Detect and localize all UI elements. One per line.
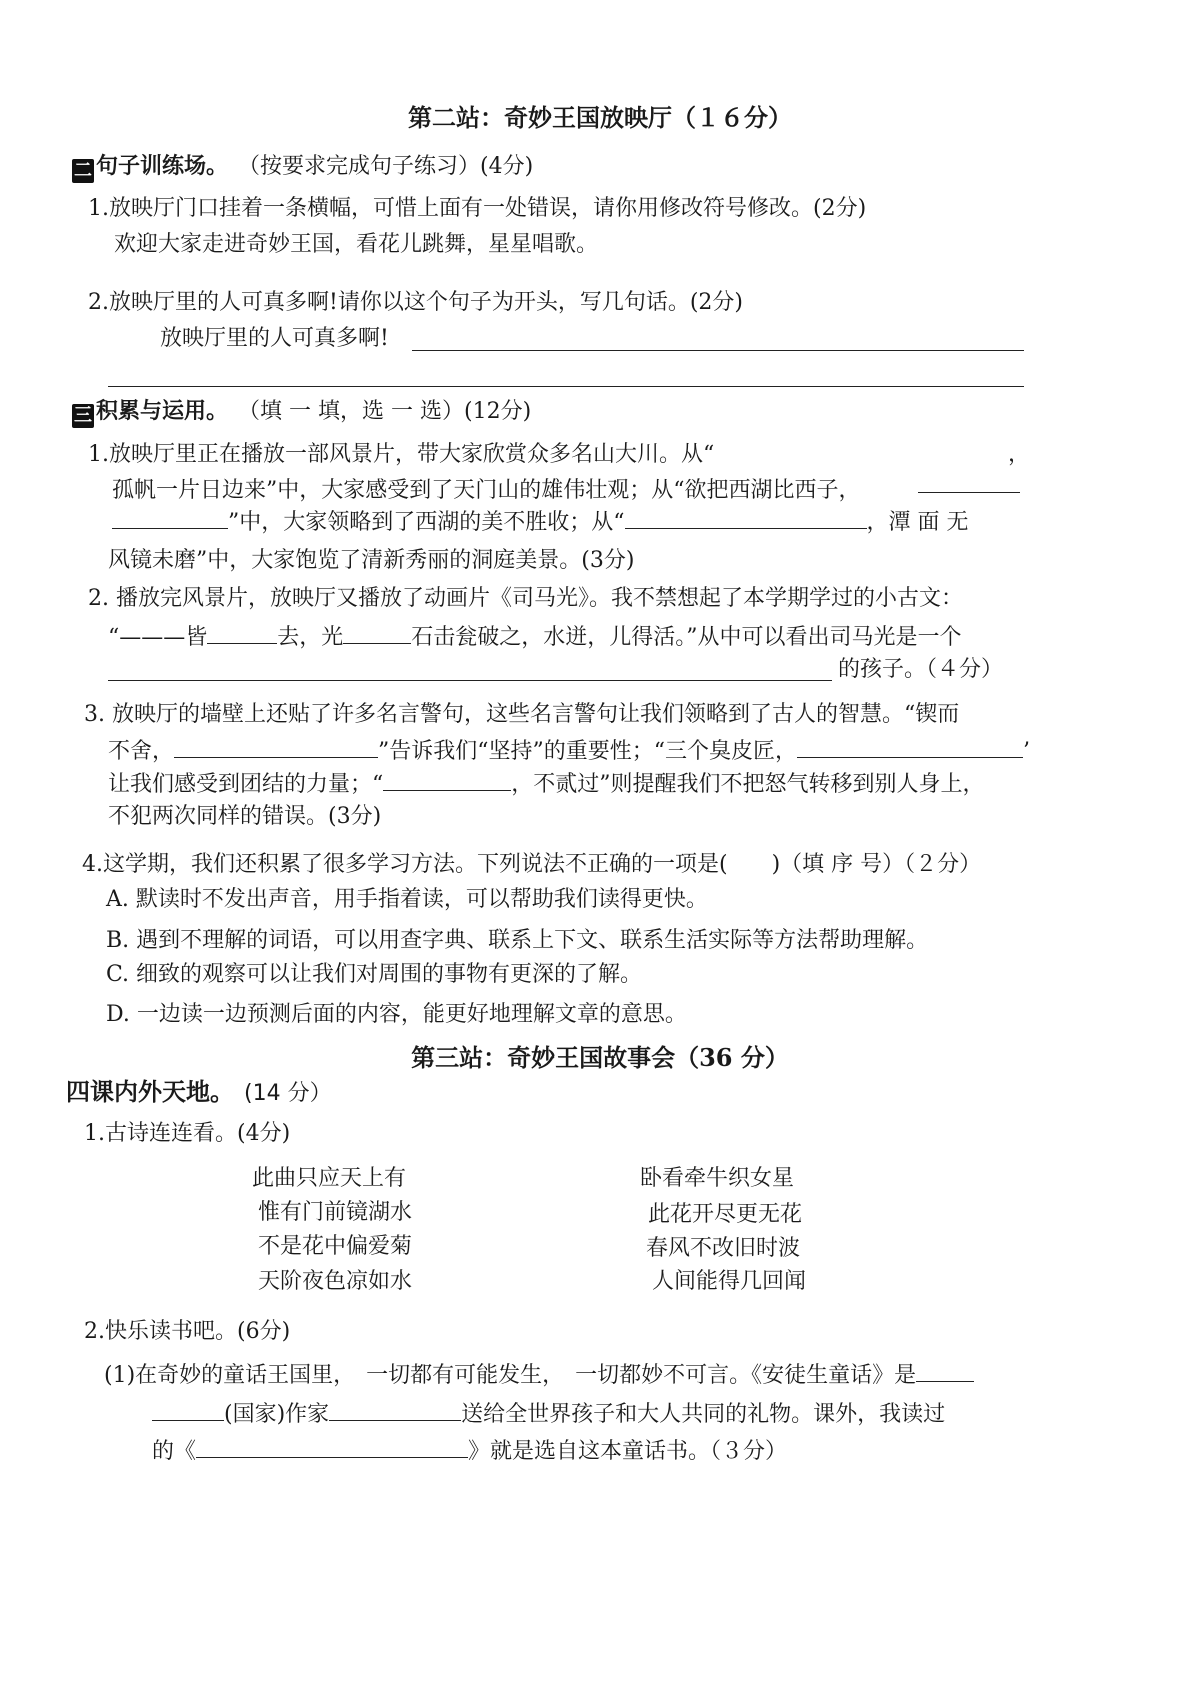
- s3-q3-text-b2: ”告诉我们“坚持”的重要性；“三个臭皮匠，: [378, 739, 798, 764]
- poem-right-4[interactable]: 人间能得几回闻: [652, 1269, 807, 1294]
- poem-left-4[interactable]: 天阶夜色凉如水: [258, 1269, 413, 1294]
- s3-q3-text-b3: ’: [1023, 739, 1031, 764]
- s3-q3-blank-1[interactable]: [174, 735, 378, 758]
- s4-q2-text: 2.快乐读书吧。(6分): [84, 1319, 291, 1344]
- s3-q2-text-b1: “———皆: [108, 625, 208, 650]
- s3-q3-line-c: [108, 768, 985, 800]
- s3-q2-blank-1[interactable]: [207, 621, 277, 644]
- s4-q2-1-text-a: (1)在奇妙的童话王国里， 一切都有可能发生， 一切都妙不可言。《安徒生童话》是: [104, 1363, 917, 1388]
- s3-q4-option-b: B. 遇到不理解的词语，可以用查字典、联系上下文、联系生活实际等方法帮助理解。: [106, 928, 929, 953]
- s3-q3-blank-2[interactable]: [797, 735, 1023, 758]
- s3-q1-line-c: [112, 506, 969, 538]
- station2-title: 第二站：奇妙王国放映厅（１６分）: [408, 103, 792, 132]
- s4-q2-1-blank-2[interactable]: [152, 1398, 224, 1421]
- s3-q1-text-c: ”中，大家领略到了西湖的美不胜收；从“: [228, 510, 625, 535]
- s3-q4-text: 4.这学期，我们还积累了很多学习方法。下列说法不正确的一项是( )（填 序 号）（２分）: [82, 852, 982, 877]
- poem-right-3[interactable]: 春风不改旧时波: [646, 1236, 801, 1261]
- s2-q2-start: 放映厅里的人可真多啊!: [160, 326, 389, 351]
- s2-q2-text: 2.放映厅里的人可真多啊!请你以这个句子为开头，写几句话。(2分): [88, 290, 743, 315]
- s3-q3-text-c1: 让我们感受到团结的力量；“: [108, 772, 384, 797]
- s3-q1-comma: ，: [1008, 442, 1031, 467]
- s4-q2-1-text-c1: 的《: [152, 1439, 197, 1464]
- section3-number: 三: [74, 405, 92, 426]
- s2-q2-answer-line-1[interactable]: [412, 350, 1024, 351]
- s4-q2-1-line-c: [152, 1435, 787, 1467]
- s3-q3-line-a: 3. 放映厅的墙壁上还贴了许多名言警句，这些名言警句让我们领略到了古人的智慧。“锲而: [84, 702, 960, 727]
- section2-header: [72, 152, 533, 183]
- s3-q1-line-a: 1.放映厅里正在播放一部风景片，带大家欣赏众多名山大川。从“: [88, 442, 715, 467]
- poem-left-1[interactable]: 此曲只应天上有: [252, 1166, 407, 1191]
- s3-q4-option-c: C. 细致的观察可以让我们对周围的事物有更深的了解。: [106, 962, 643, 987]
- s3-q2-blank-2[interactable]: [343, 621, 411, 644]
- s4-q2-1-line-b: [152, 1398, 945, 1430]
- s3-q2-line-c: 的孩子。（４分）: [838, 657, 1004, 682]
- section2-number: 二: [74, 160, 92, 181]
- section2-heading: 句子训练场。: [96, 154, 229, 179]
- s4-q2-1-blank-1[interactable]: [916, 1359, 974, 1382]
- section4-score: (14 分）: [244, 1081, 332, 1106]
- section3-heading: 积累与运用。: [96, 399, 229, 424]
- s3-q2-line-a: 2. 播放完风景片，放映厅又播放了动画片《司马光》。我不禁想起了本学期学过的小古文：: [88, 586, 963, 611]
- section3-note: （填 一 填，选 一 选）(12分): [238, 399, 532, 424]
- section3-header: [72, 397, 531, 428]
- s3-q1-line-b: 孤帆一片日边来”中，大家感受到了天门山的雄伟壮观；从“欲把西湖比西子，: [112, 478, 861, 503]
- s3-q1-line-d: 风镜未磨”中，大家饱览了清新秀丽的洞庭美景。(3分): [108, 548, 635, 573]
- station3-title: 第三站：奇妙王国故事会（36 分）: [411, 1043, 789, 1072]
- s4-q2-1-blank-3[interactable]: [329, 1398, 461, 1421]
- s3-q1-text-c-end: ，潭 面 无: [866, 510, 969, 535]
- s3-q4-option-d: D. 一边读一边预测后面的内容，能更好地理解文章的意思。: [106, 1002, 687, 1027]
- poem-right-1[interactable]: 卧看牵牛织女星: [640, 1166, 795, 1191]
- section4-heading: 四课内外天地。: [66, 1078, 234, 1106]
- s4-q2-1-text-b2: 送给全世界孩子和大人共同的礼物。课外，我读过: [461, 1402, 946, 1427]
- s3-q1-blank-1[interactable]: [918, 492, 1020, 493]
- poem-left-2[interactable]: 惟有门前镜湖水: [258, 1200, 413, 1225]
- s3-q1-blank-3[interactable]: [625, 506, 867, 529]
- s4-q2-1-line-a: [104, 1359, 974, 1391]
- s2-q2-answer-line-2[interactable]: [108, 386, 1024, 387]
- s3-q2-text-b2: 去，光: [277, 625, 344, 650]
- s4-q1-text: 1.古诗连连看。(4分): [84, 1121, 291, 1146]
- section2-note: （按要求完成句子练习）(4分): [238, 154, 534, 179]
- section4-header: [66, 1077, 332, 1109]
- s4-q2-1-blank-4[interactable]: [196, 1435, 468, 1458]
- s4-q2-1-text-b1: (国家)作家: [224, 1402, 330, 1427]
- s3-q2-text-b3: 石击瓮破之，水迸，儿得活。”从中可以看出司马光是一个: [411, 625, 962, 650]
- poem-left-3[interactable]: 不是花中偏爱菊: [258, 1234, 413, 1259]
- s2-q1-text: 1.放映厅门口挂着一条横幅，可惜上面有一处错误，请你用修改符号修改。(2分): [88, 196, 867, 221]
- s3-q3-line-d: 不犯两次同样的错误。(3分): [108, 804, 382, 829]
- s4-q2-1-text-c2: 》就是选自这本童话书。（３分）: [468, 1439, 788, 1464]
- s3-q3-text-c2: ，不贰过”则提醒我们不把怒气转移到别人身上，: [511, 772, 985, 797]
- s3-q2-line-b: [108, 621, 962, 653]
- s2-q1-sentence: 欢迎大家走进奇妙王国，看花儿跳舞，星星唱歌。: [114, 232, 599, 257]
- poem-right-2[interactable]: 此花开尽更无花: [648, 1202, 803, 1227]
- s3-q4-option-a: A. 默读时不发出声音，用手指着读，可以帮助我们读得更快。: [106, 887, 708, 912]
- s3-q1-blank-2[interactable]: [112, 506, 228, 529]
- s3-q3-text-b1: 不舍，: [108, 739, 175, 764]
- s3-q3-blank-3[interactable]: [383, 768, 511, 791]
- s3-q3-line-b: [108, 735, 1030, 767]
- s3-q2-blank-3[interactable]: [108, 680, 832, 681]
